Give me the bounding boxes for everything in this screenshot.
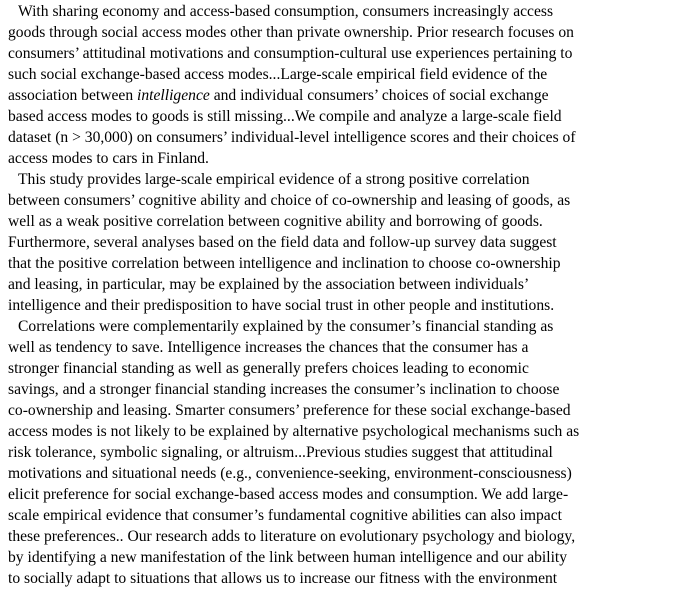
text-line: such social exchange-based access modes...Large-scale empirical field evidence of the bbox=[8, 66, 548, 83]
text-line: risk tolerance, symbolic signaling, or altruism...Previous studies suggest that attitudinal bbox=[8, 444, 553, 461]
text-line: dataset (n > 30,000) on consumers’ individual-level intelligence scores and their choices of bbox=[8, 129, 576, 146]
text-line: intelligence and their predisposition to have social trust in other people and institutions. bbox=[8, 297, 555, 314]
text-line: access modes to cars in Finland. bbox=[8, 150, 209, 167]
text-line: access modes is not likely to be explained by alternative psychological mechanisms such as bbox=[8, 423, 580, 440]
text-line: that the positive correlation between intelligence and inclination to choose co-ownership bbox=[8, 255, 561, 272]
text-line: by identifying a new manifestation of the link between human intelligence and our ability bbox=[8, 549, 568, 566]
text-line: motivations and situational needs (e.g., convenience-seeking, environment-consciousness) bbox=[8, 465, 572, 482]
text-line: between consumers’ cognitive ability and choice of co-ownership and leasing of goods, as bbox=[8, 192, 571, 209]
text-line: savings, and a stronger financial standing increases the consumer’s inclination to choose bbox=[8, 381, 560, 398]
text-line: based access modes to goods is still missing...We compile and analyze a large-scale field bbox=[8, 108, 562, 125]
text-line: co-ownership and leasing. Smarter consumers’ preference for these social exchange-based bbox=[8, 402, 571, 419]
text-run: association between bbox=[8, 87, 138, 104]
text-line: This study provides large-scale empirical evidence of a strong positive correlation bbox=[18, 171, 530, 188]
text-line: well as tendency to save. Intelligence increases the chances that the consumer has a bbox=[8, 339, 529, 356]
text-line: goods through social access modes other than private ownership. Prior research focuses on bbox=[8, 24, 574, 41]
text-line: Furthermore, several analyses based on the field data and follow-up survey data suggest bbox=[8, 234, 557, 251]
text-line: With sharing economy and access-based consumption, consumers increasingly access bbox=[18, 3, 554, 20]
text-run: and individual consumers’ choices of social exchange bbox=[209, 87, 549, 104]
italic-word: intelligence bbox=[137, 87, 210, 104]
text-line: elicit preference for social exchange-based access modes and consumption. We add large- bbox=[8, 486, 569, 503]
text-line: consumers’ attitudinal motivations and consumption-cultural use experiences pertaining to bbox=[8, 45, 573, 62]
text-line: Correlations were complementarily explained by the consumer’s financial standing as bbox=[18, 318, 554, 335]
text-line: well as a weak positive correlation between cognitive ability and borrowing of goods. bbox=[8, 213, 543, 230]
text-line: and leasing, in particular, may be explained by the association between individuals’ bbox=[8, 276, 530, 293]
text-line: stronger financial standing as well as generally prefers choices leading to economic bbox=[8, 360, 529, 377]
text-line: scale empirical evidence that consumer’s fundamental cognitive abilities can also impact bbox=[8, 507, 562, 524]
text-line: to socially adapt to situations that allows us to increase our fitness with the environment bbox=[8, 570, 558, 587]
text-line: these preferences.. Our research adds to literature on evolutionary psychology and biology, bbox=[8, 528, 576, 545]
text-line bbox=[8, 85, 549, 106]
